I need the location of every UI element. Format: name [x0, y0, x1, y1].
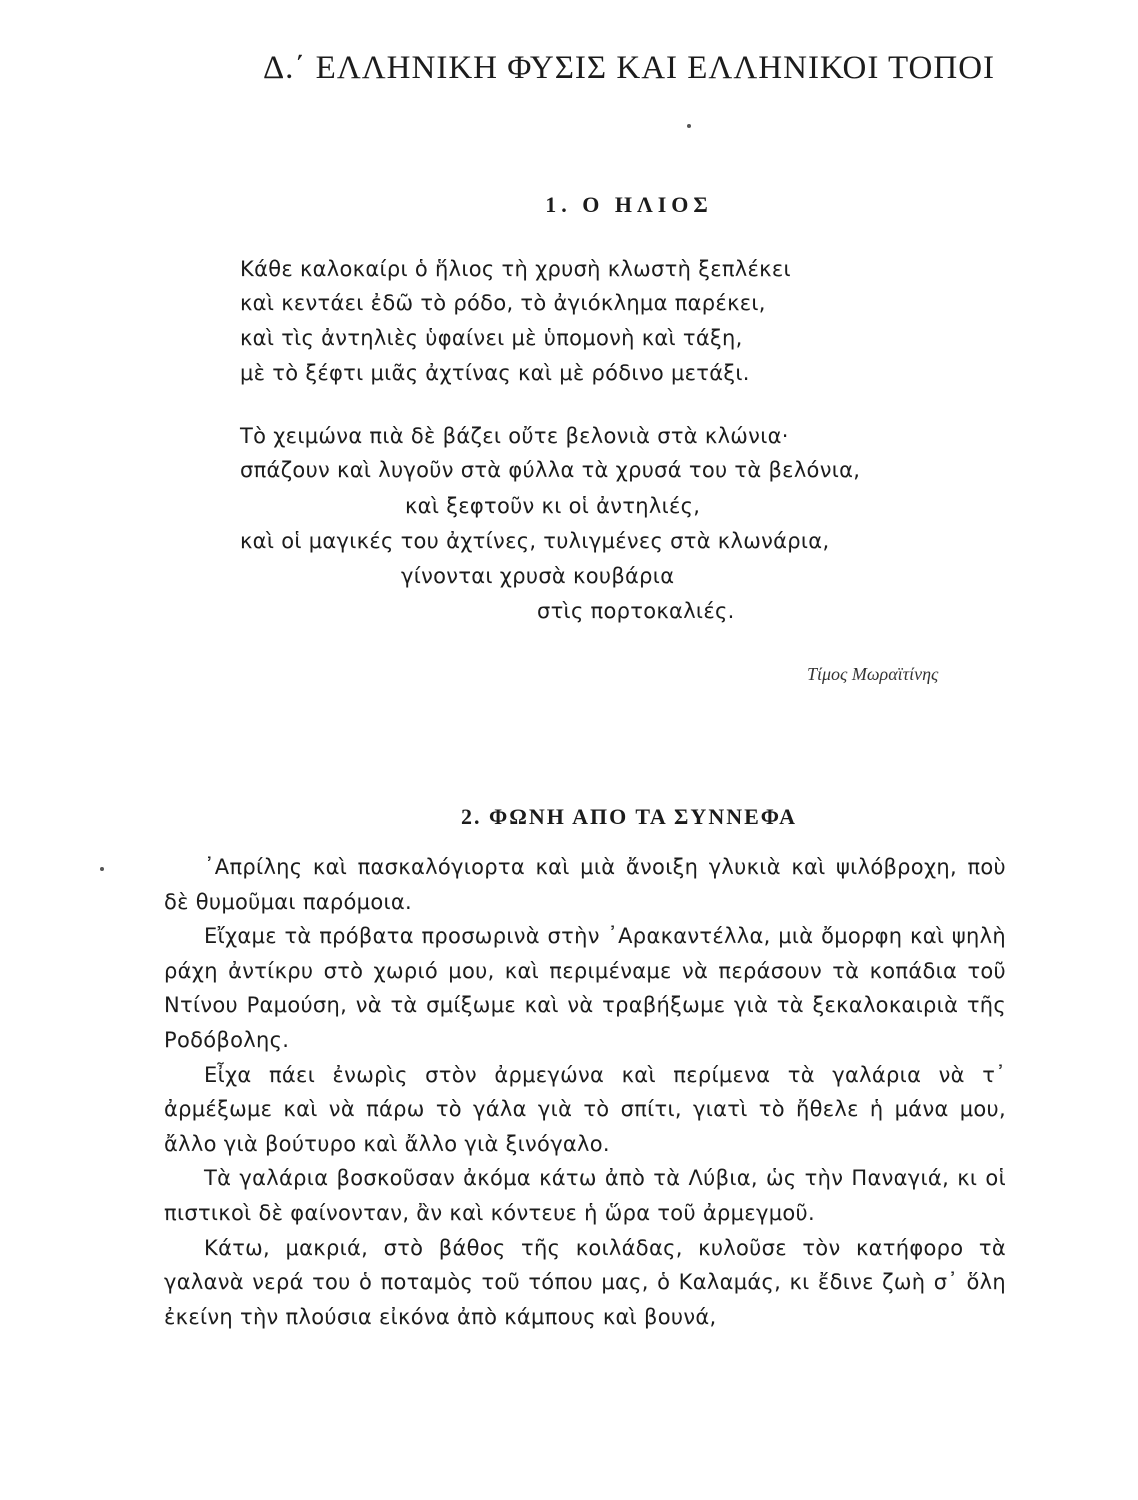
poem-line: Τὸ χειμώνα πιὰ δὲ βάζει οὔτε βελονιὰ στὰ κλώνια·: [240, 424, 789, 448]
poem-line: μὲ τὸ ξέφτι μιᾶς ἀχτίνας καὶ μὲ ρόδινο μετάξι.: [240, 361, 750, 385]
poem-line: καὶ οἱ μαγικές του ἀχτίνες, τυλιγμένες στὰ κλωνάρια,: [240, 529, 830, 553]
poem-line: καὶ ξεφτοῦν κι οἱ ἀντηλιές,: [405, 494, 701, 518]
poem-line: στὶς πορτοκαλιές.: [537, 599, 735, 623]
prose-title: 2. ΦΩΝΗ ΑΠΟ ΤΑ ΣΥΝΝΕΦΑ: [460, 804, 797, 829]
poem-line: Κάθε καλοκαίρι ὁ ἥλιος τὴ χρυσὴ κλωστὴ ξεπλέκει: [240, 257, 791, 281]
speck-mark: [687, 124, 691, 128]
poem-line: καὶ τὶς ἀντηλιὲς ὑφαίνει μὲ ὑπομονὴ καὶ τάξη,: [240, 326, 743, 350]
prose-paragraph: Εἴχαμε τὰ πρόβατα προσωρινὰ στὴν ᾿Αρακαντέλλα, μιὰ ὄμορφη καὶ ψηλὴ ράχη ἀντίκρυ στὸ χωριό μου, καὶ περιμέναμε νὰ περάσουν τὰ κοπάδια τοῦ Ντίνου Ραμούση, νὰ τὰ σμίξωμε καὶ νὰ τραβήξωμε γιὰ τὰ ξεκαλοκαιριὰ τῆς Ροδόβολης.: [164, 924, 1006, 1052]
prose-paragraph: ᾿Απρίλης καὶ πασκαλόγιορτα καὶ μιὰ ἄνοιξη γλυκιὰ καὶ ψιλόβροχη, ποὺ δὲ θυμοῦμαι παρόμοια.: [164, 855, 1006, 914]
prose-paragraph: Τὰ γαλάρια βοσκοῦσαν ἀκόμα κάτω ἀπὸ τὰ Λύβια, ὡς τὴν Παναγιά, κι οἱ πιστικοὶ δὲ φαίνονταν, ἂν καὶ κόντευε ἡ ὥρα τοῦ ἀρμεγμοῦ.: [164, 1166, 1006, 1225]
prose-paragraph: Κάτω, μακριά, στὸ βάθος τῆς κοιλάδας, κυλοῦσε τὸν κατήφορο τὰ γαλανὰ νερά του ὁ ποταμὸς τοῦ τόπου μας, ὁ Καλαμάς, κι ἔδινε ζωὴ σ᾿ ὅλη ἐκείνη τὴν πλούσια εἰκόνα ἀπὸ κάμπους καὶ βουνά,: [164, 1235, 1006, 1329]
prose-paragraph: Εἶχα πάει ἐνωρὶς στὸν ἀρμεγώνα καὶ περίμενα τὰ γαλάρια νὰ τ᾿ ἀρμέξωμε καὶ νὰ πάρω τὸ γάλα γιὰ τὸ σπίτι, γιατὶ τὸ ἤθελε ἡ μάνα μου, ἄλλο γιὰ βούτυρο καὶ ἄλλο γιὰ ξινόγαλο.: [164, 1062, 1006, 1156]
poem-line: γίνονται χρυσὰ κουβάρια: [401, 564, 675, 588]
prose-text: [164, 850, 1006, 1334]
poem-title: 1. Ο ΗΛΙΟΣ: [545, 192, 713, 217]
chapter-title: Δ.΄ ΕΛΛΗΝΙΚΗ ΦΥΣΙΣ ΚΑΙ ΕΛΛΗΝΙΚΟΙ ΤΟΠΟΙ: [262, 50, 996, 86]
poem-author: Τίμος Μωραϊτίνης: [807, 664, 939, 684]
poem-line: σπάζουν καὶ λυγοῦν στὰ φύλλα τὰ χρυσά του τὰ βελόνια,: [240, 458, 861, 482]
speck-mark: [100, 867, 104, 871]
poem-line: καὶ κεντάει ἐδῶ τὸ ρόδο, τὸ ἀγιόκλημα παρέκει,: [240, 291, 766, 315]
